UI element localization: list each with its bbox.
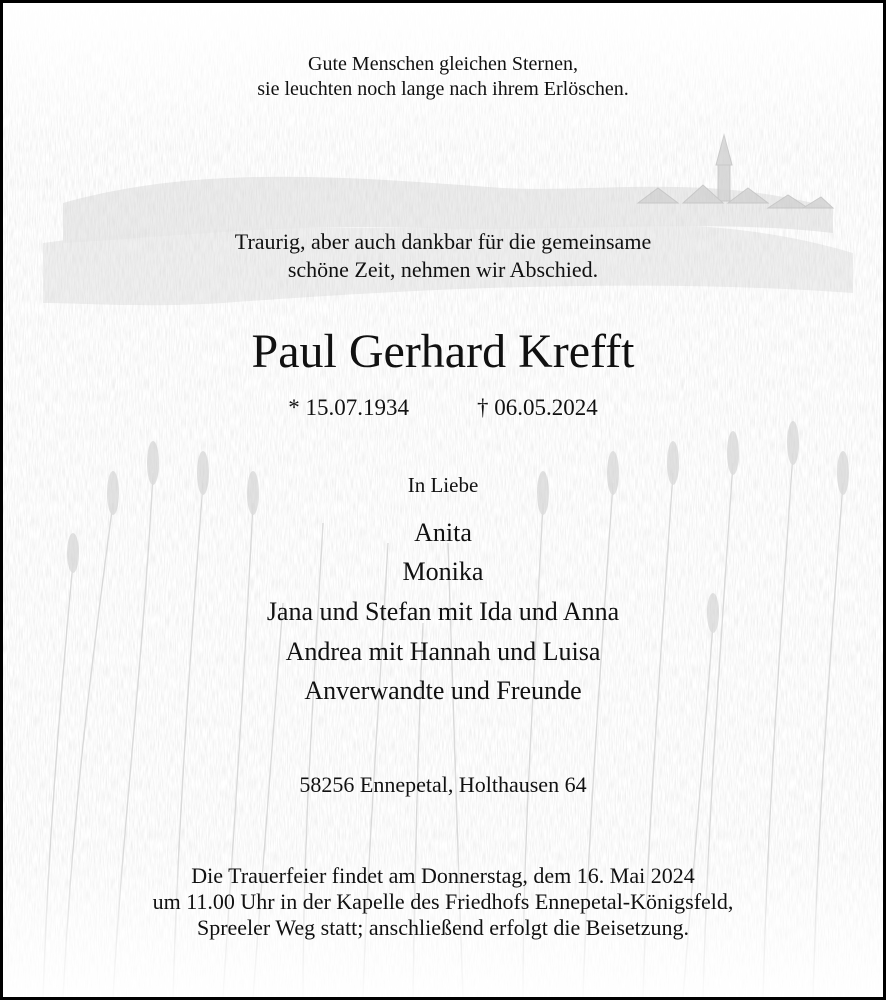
mourner-name: Anita: [414, 518, 472, 547]
mourners-heading: In Liebe: [407, 473, 479, 497]
mourner-name: Monika: [402, 557, 484, 586]
motto-line-2: sie leuchten noch lange nach ihrem Erlöschen.: [257, 78, 629, 100]
intro-line-1: Traurig, aber auch dankbar für die gemeinsame: [234, 229, 652, 254]
death-date: † 06.05.2024: [477, 395, 598, 420]
life-dates: [3, 394, 883, 422]
birth-date: * 15.07.1934: [288, 395, 409, 420]
family-address: 58256 Ennepetal, Holthausen 64: [299, 772, 587, 797]
mourner-name: Anverwandte und Freunde: [304, 676, 582, 705]
ceremony-line-2: um 11.00 Uhr in der Kapelle des Friedhofs Ennepetal-Königsfeld,: [152, 889, 734, 914]
notice-text: [3, 3, 883, 997]
motto-line-1: Gute Menschen gleichen Sternen,: [308, 53, 578, 75]
intro-line-2: schöne Zeit, nehmen wir Abschied.: [287, 257, 599, 282]
deceased-name: Paul Gerhard Krefft: [251, 325, 635, 378]
mourner-name: Jana und Stefan mit Ida und Anna: [266, 597, 620, 626]
ceremony-line-1: Die Trauerfeier findet am Donnerstag, dem 16. Mai 2024: [191, 863, 695, 888]
ceremony-line-3: Spreeler Weg statt; anschließend erfolgt die Beisetzung.: [196, 915, 690, 940]
mourner-name: Andrea mit Hannah und Luisa: [285, 637, 601, 666]
